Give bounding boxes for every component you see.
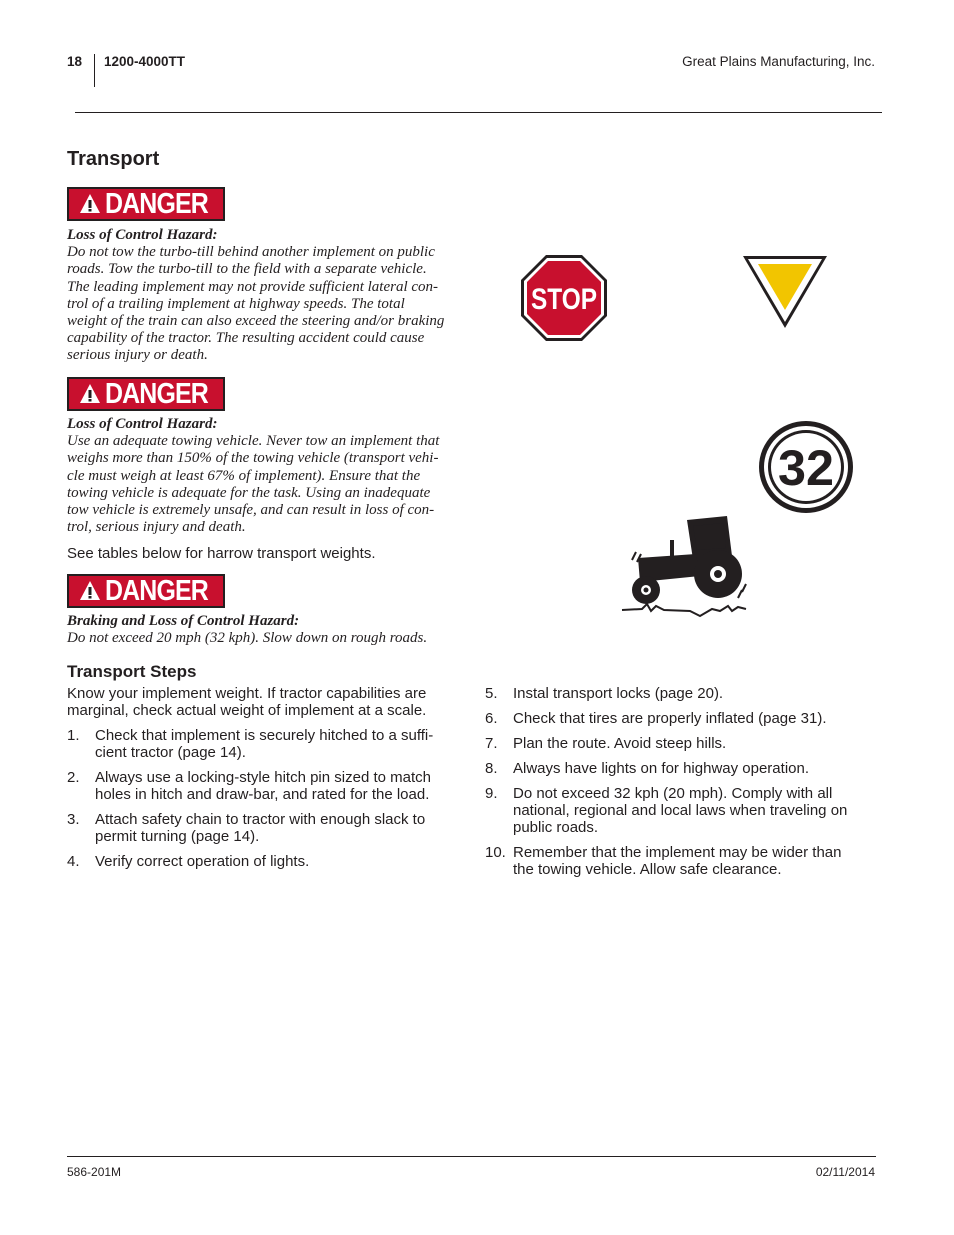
yield-sign-icon	[742, 255, 828, 329]
warning-line: Do not tow the turbo-till behind another implement on public	[67, 244, 435, 261]
warning-line: tow vehicle is extremely unsafe, and can result in loss of con-	[67, 502, 435, 519]
step-number: 8.	[485, 760, 498, 777]
steps-intro	[67, 685, 426, 719]
intro-line: Know your implement weight. If tractor capabilities are	[67, 685, 427, 702]
warning-line: Use an adequate towing vehicle. Never tow an implement that	[67, 433, 440, 450]
warning-line: weighs more than 150% of the towing vehicle (transport vehi-	[67, 450, 439, 467]
model-number: 1200-4000TT	[104, 54, 186, 69]
warning-2	[67, 416, 459, 536]
warning-line: cle must weigh at least 67% of implement). Ensure that the	[67, 467, 421, 484]
tables-note: See tables below for harrow transport weights.	[67, 545, 376, 562]
warning-line: The leading implement may not provide sufficient lateral con-	[67, 278, 439, 295]
step-number: 9.	[485, 785, 498, 802]
step-text: Always use a locking-style hitch pin sized to match holes in hitch and draw-bar, and rated for the load.	[95, 769, 431, 803]
step-number: 5.	[485, 685, 498, 702]
step-text: Attach safety chain to tractor with enough slack to permit turning (page 14).	[95, 811, 426, 845]
section-title: Transport	[67, 148, 160, 170]
danger-label	[67, 377, 225, 411]
warning-line: Do not exceed 20 mph (32 kph). Slow down on rough roads.	[67, 630, 428, 647]
warning-line: weight of the train can also exceed the steering and/or braking	[67, 313, 445, 330]
warning-line: towing vehicle is adequate for the task. Using an inadequate	[67, 484, 431, 501]
warning-title: Loss of Control Hazard:	[67, 416, 218, 432]
speed-limit-text: 32	[778, 440, 834, 496]
warning-line: capability of the tractor. The resulting accident could cause	[67, 330, 425, 347]
footer-rule	[67, 1156, 876, 1157]
step-text: Check that tires are properly inflated (page 31).	[513, 710, 827, 727]
header-rule	[75, 112, 882, 113]
step-number: 7.	[485, 735, 498, 752]
intro-line: marginal, check actual weight of implement at a scale.	[67, 702, 427, 719]
danger-word: DANGER	[105, 378, 209, 410]
step-text: Do not exceed 32 kph (20 mph). Comply with all national, regional and local laws when traveling on public roads.	[513, 785, 848, 836]
warning-line: trol, serious injury and death.	[67, 519, 246, 536]
step-text: Always have lights on for highway operation.	[513, 760, 810, 777]
step-text: Check that implement is securely hitched to a suffi- cient tractor (page 14).	[95, 727, 434, 761]
warning-triangle-icon	[79, 383, 101, 405]
warning-line: serious injury or death.	[67, 347, 208, 364]
step-text: Verify correct operation of lights.	[95, 853, 310, 870]
warning-title: Braking and Loss of Control Hazard:	[67, 613, 300, 629]
danger-label	[67, 574, 225, 608]
step-number: 3.	[67, 811, 80, 828]
step-number: 10.	[485, 844, 506, 861]
step-number: 6.	[485, 710, 498, 727]
warning-triangle-icon	[79, 193, 101, 215]
step-text: Instal transport locks (page 20).	[513, 685, 724, 702]
warning-1	[67, 227, 459, 365]
header-divider	[94, 54, 95, 87]
step-number: 2.	[67, 769, 80, 786]
tractor-rough-road-icon	[620, 514, 752, 618]
step-number: 1.	[67, 727, 80, 744]
step-text: Remember that the implement may be wider than the towing vehicle. Allow safe clearance.	[513, 844, 842, 878]
doc-number: 586-201M	[67, 1165, 122, 1179]
warning-title: Loss of Control Hazard:	[67, 227, 218, 243]
danger-label	[67, 187, 225, 221]
danger-word: DANGER	[105, 188, 209, 220]
warning-triangle-icon	[79, 580, 101, 602]
stop-sign-icon	[520, 254, 608, 342]
warning-line: roads. Tow the turbo-till to the field with a separate vehicle.	[67, 261, 427, 278]
stop-sign-text: STOP	[531, 283, 597, 316]
footer-date: 02/11/2014	[815, 1165, 875, 1179]
danger-word: DANGER	[105, 575, 209, 607]
company-name: Great Plains Manufacturing, Inc.	[682, 54, 875, 69]
page-number: 18	[67, 54, 83, 69]
step-text: Plan the route. Avoid steep hills.	[513, 735, 727, 752]
speed-limit-sign-icon	[757, 420, 855, 514]
warning-3	[67, 613, 459, 647]
step-number: 4.	[67, 853, 80, 870]
steps-title: Transport Steps	[67, 662, 197, 681]
warning-line: trol of a trailing implement at highway speeds. The total	[67, 295, 405, 312]
